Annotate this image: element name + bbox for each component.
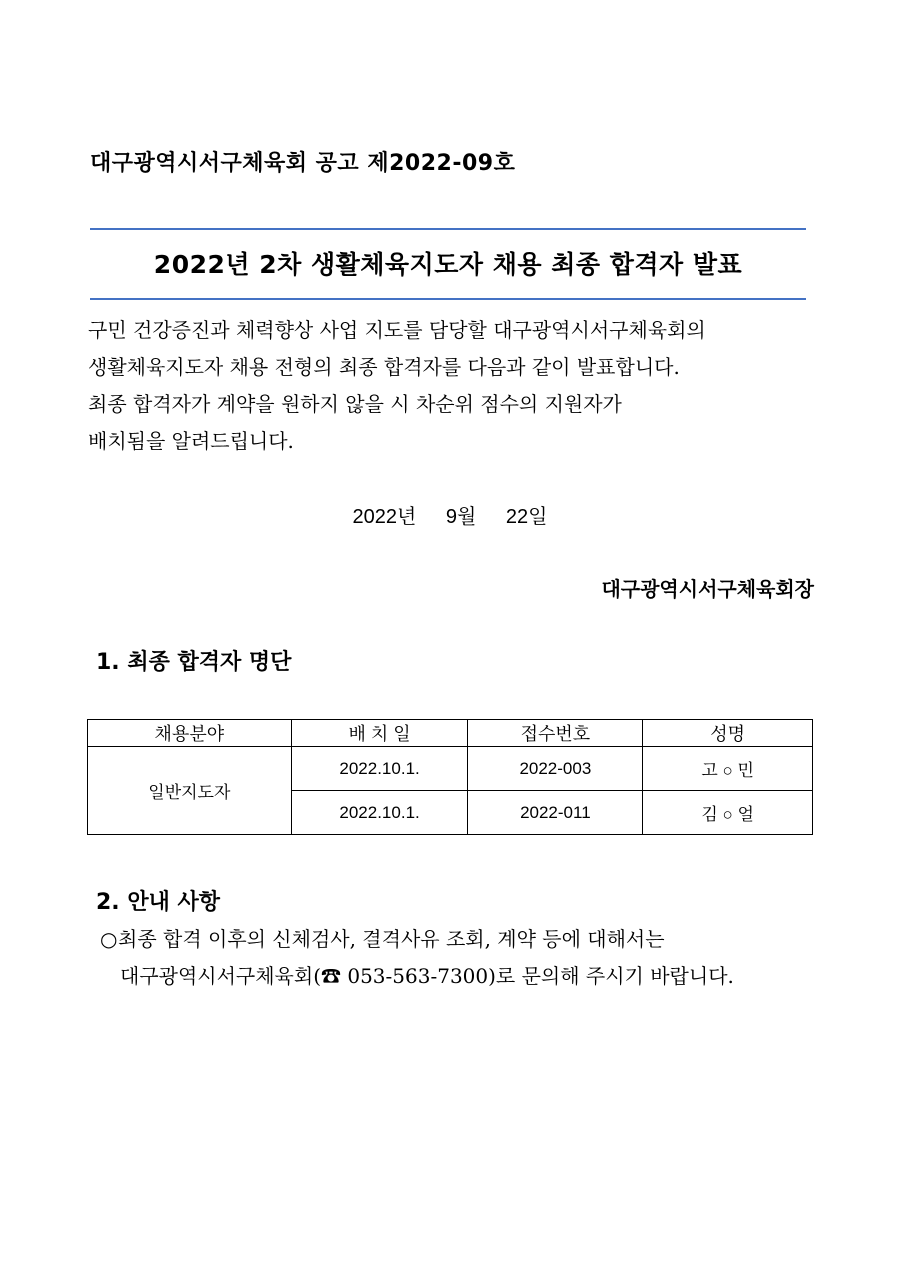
- date-day: 22일: [505, 506, 548, 528]
- page-title: 2022년 2차 생활체육지도자 채용 최종 합격자 발표: [153, 250, 743, 279]
- title-top-rule: [90, 228, 806, 230]
- cell-name: 김 ○ 얼: [643, 791, 813, 835]
- notes-list: [100, 921, 734, 995]
- table-row: [88, 747, 813, 791]
- cell-field: 일반지도자: [88, 747, 292, 835]
- date-month: 9월: [445, 506, 477, 528]
- body-line: 최종 합격자가 계약을 원하지 않을 시 차순위 점수의 지원자가: [88, 392, 622, 416]
- header-number: 접수번호: [468, 720, 643, 747]
- bullet-icon: ○: [100, 927, 118, 951]
- title-bottom-rule: [90, 298, 806, 300]
- table-header-row: [88, 720, 813, 747]
- cell-date: 2022.10.1.: [291, 791, 468, 835]
- header-name: 성명: [643, 720, 813, 747]
- note-continuation: 대구광역시서구체육회(☎ 053-563-7300)로 문의해 주시기 바랍니다.: [120, 964, 734, 988]
- note-text: 최종 합격 이후의 신체검사, 결격사유 조회, 계약 등에 대해서는: [118, 927, 665, 951]
- date-year: 2022년: [352, 506, 417, 528]
- cell-date: 2022.10.1.: [291, 747, 468, 791]
- section-title-notes: 2. 안내 사항: [96, 890, 220, 915]
- roster-table: [87, 719, 813, 835]
- list-item: [100, 921, 734, 958]
- cell-name: 고 ○ 민: [643, 747, 813, 791]
- body-line: 구민 건강증진과 체력향상 사업 지도를 담당할 대구광역시서구체육회의: [88, 318, 706, 342]
- body-line: 배치됨을 알려드립니다.: [88, 429, 294, 453]
- cell-number: 2022-003: [468, 747, 643, 791]
- header-date: 배 치 일: [291, 720, 468, 747]
- header-field: 채용분야: [88, 720, 292, 747]
- body-line: 생활체육지도자 채용 전형의 최종 합격자를 다음과 같이 발표합니다.: [88, 355, 680, 379]
- notice-number: 대구광역시서구체육회 공고 제2022-09호: [90, 151, 516, 176]
- announcement-date: [0, 500, 900, 529]
- cell-number: 2022-011: [468, 791, 643, 835]
- signer: 대구광역시서구체육회장: [601, 577, 814, 601]
- announcement-body: [88, 312, 818, 460]
- section-title-roster: 1. 최종 합격자 명단: [96, 650, 292, 675]
